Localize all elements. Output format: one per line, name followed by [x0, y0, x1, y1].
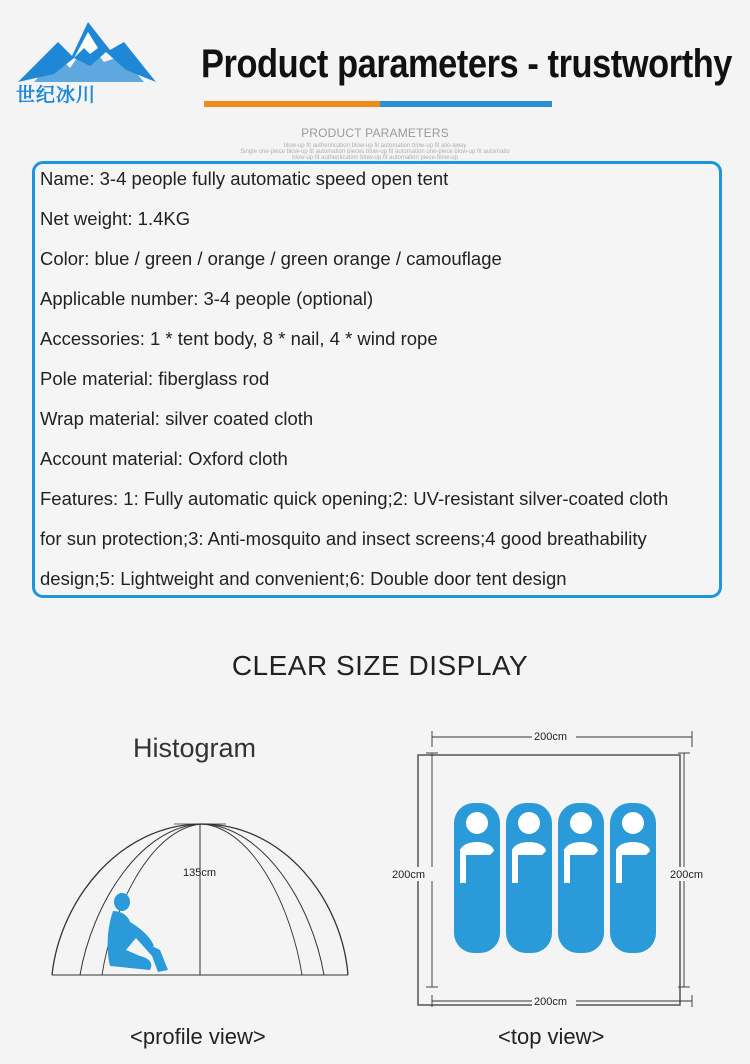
param-features-1: Features: 1: Fully automatic quick opening;2: UV-resistant silver-coated cloth — [40, 488, 669, 509]
right-depth-label: 200cm — [670, 869, 704, 881]
profile-height-label: 135cm — [183, 867, 217, 879]
param-features-2: for sun protection;3: Anti-mosquito and insect screens;4 good breathability — [40, 528, 647, 549]
param-accessories: Accessories: 1 * tent body, 8 * nail, 4 * wind rope — [40, 328, 438, 349]
top-view-caption: <top view> — [498, 1024, 605, 1049]
brand-name: 世纪冰川 — [16, 84, 97, 106]
param-features-3: design;5: Lightweight and convenient;6: Double door tent design — [40, 568, 567, 589]
param-pole-material: Pole material: fiberglass rod — [40, 368, 270, 389]
profile-view-diagram — [40, 810, 360, 985]
page-title: Product parameters - trustworthy — [201, 42, 733, 86]
param-wrap-material: Wrap material: silver coated cloth — [40, 408, 314, 429]
section-subtitle: PRODUCT PARAMETERS — [301, 126, 449, 140]
bottom-width-label: 200cm — [534, 996, 568, 1008]
top-width-label: 200cm — [534, 731, 568, 743]
sleeping-bag-icon — [558, 803, 604, 953]
param-net-weight: Net weight: 1.4KG — [40, 208, 191, 229]
param-name: Name: 3-4 people fully automatic speed open tent — [40, 168, 449, 189]
param-applicable-number: Applicable number: 3-4 people (optional) — [40, 288, 374, 309]
sleeping-bag-icon — [506, 803, 552, 953]
sleeping-bag-icon — [610, 803, 656, 953]
sitting-person-icon — [108, 893, 168, 972]
profile-heading: Histogram — [133, 733, 257, 763]
left-depth-label: 200cm — [392, 869, 426, 881]
subtitle-fine-print: blow-up fit authentication blow-up fit automation blow-up fit alio-away Single one-piece blow-up fit automation pieces blow-up fit automation one-piece blow-up fit automatio blow-up fit authentication blow-up fit automation piece-blow-up — [240, 143, 510, 161]
title-underline-orange — [204, 101, 380, 107]
sleeping-bag-icon — [454, 803, 500, 953]
profile-view-caption: <profile view> — [130, 1024, 266, 1049]
size-section-title: CLEAR SIZE DISPLAY — [231, 650, 529, 681]
param-color: Color: blue / green / orange / green orange / camouflage — [40, 248, 502, 269]
param-account-material: Account material: Oxford cloth — [40, 448, 288, 469]
title-underline-blue — [380, 101, 552, 107]
top-view-diagram — [380, 725, 720, 1015]
